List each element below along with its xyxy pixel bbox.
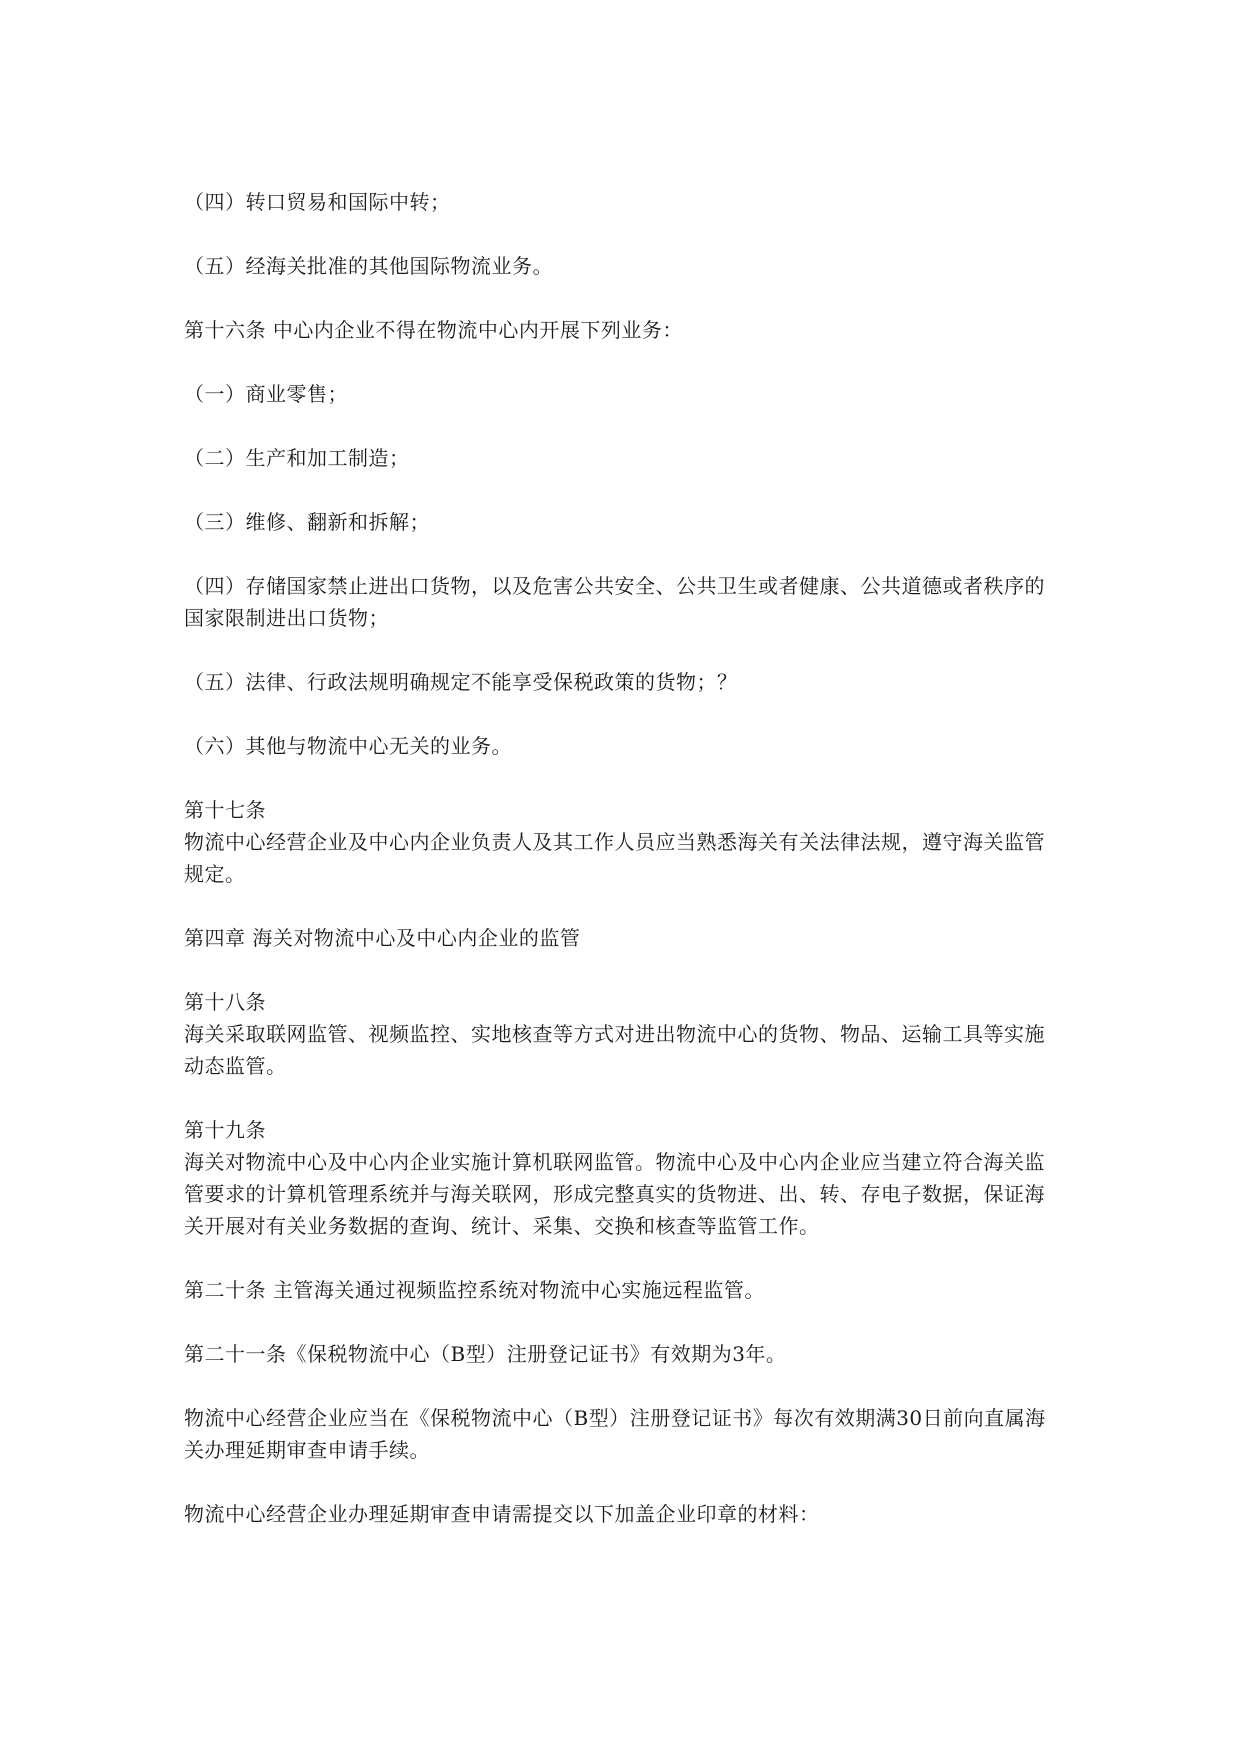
materials-paragraph: 物流中心经营企业办理延期审查申请需提交以下加盖企业印章的材料： <box>184 1502 820 1526</box>
article-19-heading: 第十九条 <box>184 1118 266 1142</box>
prohibited-item-4: （四）存储国家禁止进出口货物，以及危害公共安全、公共卫生或者健康、公共道德或者秩序的国家限制进出口货物； <box>184 574 1045 630</box>
paragraph-item-5: （五）经海关批准的其他国际物流业务。 <box>184 254 553 278</box>
article-19 <box>184 1114 1064 1242</box>
paragraph-item-4: （四）转口贸易和国际中转； <box>184 190 451 214</box>
prohibited-item-3: （三）维修、翻新和拆解； <box>184 510 430 534</box>
article-17-heading: 第十七条 <box>184 798 266 822</box>
renewal-paragraph: 物流中心经营企业应当在《保税物流中心（B型）注册登记证书》每次有效期满30日前向直属海关办理延期审查申请手续。 <box>184 1406 1046 1462</box>
article-17 <box>184 794 1064 890</box>
document-page <box>184 186 1064 1562</box>
article-18 <box>184 986 1064 1082</box>
article-18-heading: 第十八条 <box>184 990 266 1014</box>
article-18-body: 海关采取联网监管、视频监控、实地核查等方式对进出物流中心的货物、物品、运输工具等实施动态监管。 <box>184 1022 1045 1078</box>
prohibited-item-6: （六）其他与物流中心无关的业务。 <box>184 734 512 758</box>
article-21: 第二十一条《保税物流中心（B型）注册登记证书》有效期为3年。 <box>184 1342 787 1366</box>
article-16: 第十六条 中心内企业不得在物流中心内开展下列业务： <box>184 318 683 342</box>
article-20: 第二十条 主管海关通过视频监控系统对物流中心实施远程监管。 <box>184 1278 765 1302</box>
chapter-4-title: 第四章 海关对物流中心及中心内企业的监管 <box>184 926 581 950</box>
article-19-body: 海关对物流中心及中心内企业实施计算机联网监管。物流中心及中心内企业应当建立符合海关监管要求的计算机管理系统并与海关联网，形成完整真实的货物进、出、转、存电子数据，保证海关开展对有关业务数据的查询、统计、采集、交换和核查等监管工作。 <box>184 1150 1045 1238</box>
prohibited-item-5: （五）法律、行政法规明确规定不能享受保税政策的货物；？ <box>184 670 738 694</box>
article-17-body: 物流中心经营企业及中心内企业负责人及其工作人员应当熟悉海关有关法律法规，遵守海关监管规定。 <box>184 830 1045 886</box>
prohibited-item-1: （一）商业零售； <box>184 382 348 406</box>
prohibited-item-2: （二）生产和加工制造； <box>184 446 410 470</box>
